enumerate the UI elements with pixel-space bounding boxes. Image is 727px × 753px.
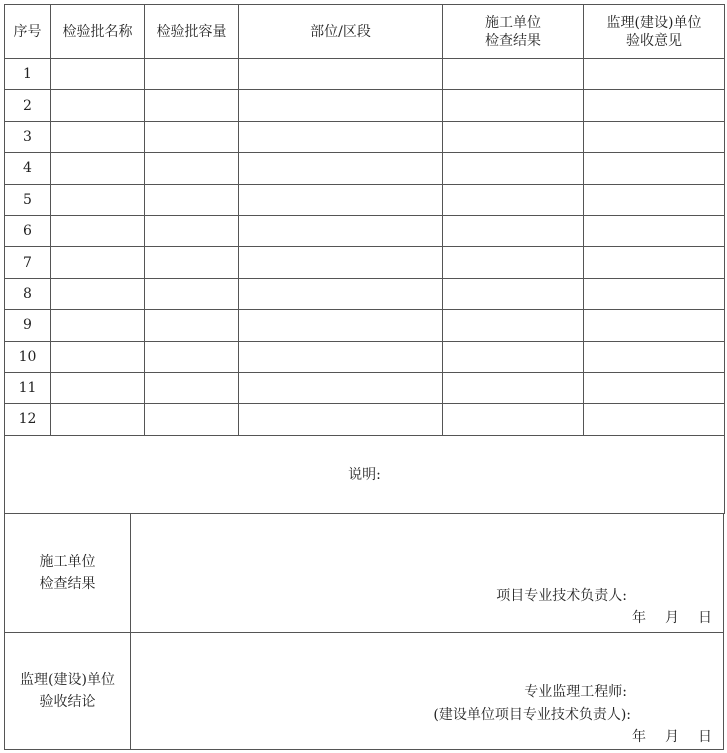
batch-name-cell[interactable]	[51, 184, 145, 215]
contractor-result-cell[interactable]	[443, 153, 584, 184]
contractor-result-cell[interactable]	[443, 90, 584, 121]
header-batch-capacity: 检验批容量	[145, 5, 239, 59]
supervisor-date-year: 年	[632, 729, 647, 745]
header-contractor-result	[443, 5, 584, 59]
seq-cell: 12	[5, 404, 51, 435]
contractor-result-cell[interactable]	[443, 59, 584, 90]
contractor-result-cell[interactable]	[443, 341, 584, 372]
location-cell[interactable]	[239, 153, 443, 184]
table-header-row	[5, 5, 725, 59]
location-cell[interactable]	[239, 278, 443, 309]
supervisor-opinion-cell[interactable]	[584, 153, 725, 184]
location-cell[interactable]	[239, 59, 443, 90]
contractor-date-month: 月	[665, 610, 680, 626]
supervisor-opinion-cell[interactable]	[584, 59, 725, 90]
contractor-result-cell[interactable]	[443, 310, 584, 341]
location-cell[interactable]	[239, 215, 443, 246]
supervisor-date	[614, 726, 713, 746]
table-row	[5, 404, 725, 435]
table-row	[5, 153, 725, 184]
header-contractor-result-line1: 施工单位	[485, 14, 541, 31]
supervisor-section	[4, 632, 724, 750]
header-supervisor-opinion-line1: 监理(建设)单位	[606, 14, 702, 31]
contractor-section-label	[5, 514, 131, 632]
batch-name-cell[interactable]	[51, 404, 145, 435]
seq-cell: 7	[5, 247, 51, 278]
supervisor-section-label	[5, 632, 131, 749]
location-cell[interactable]	[239, 247, 443, 278]
batch-name-cell[interactable]	[51, 90, 145, 121]
seq-cell: 9	[5, 310, 51, 341]
location-cell[interactable]	[239, 404, 443, 435]
table-row	[5, 215, 725, 246]
batch-capacity-cell[interactable]	[145, 372, 239, 403]
batch-name-cell[interactable]	[51, 153, 145, 184]
contractor-result-cell[interactable]	[443, 184, 584, 215]
contractor-signer: 项目专业技术负责人:	[496, 588, 627, 604]
header-location: 部位/区段	[239, 5, 443, 59]
batch-capacity-cell[interactable]	[145, 247, 239, 278]
supervisor-opinion-cell[interactable]	[584, 278, 725, 309]
batch-capacity-cell[interactable]	[145, 215, 239, 246]
contractor-date-day: 日	[698, 610, 713, 626]
seq-cell: 3	[5, 121, 51, 152]
seq-cell: 1	[5, 59, 51, 90]
header-seq: 序号	[5, 5, 51, 59]
contractor-section	[4, 514, 724, 633]
batch-capacity-cell[interactable]	[145, 341, 239, 372]
batch-capacity-cell[interactable]	[145, 310, 239, 341]
table-row	[5, 59, 725, 90]
batch-name-cell[interactable]	[51, 341, 145, 372]
contractor-result-cell[interactable]	[443, 215, 584, 246]
note-label: 说明:	[348, 467, 381, 484]
seq-cell: 10	[5, 341, 51, 372]
note-cell[interactable]	[5, 435, 725, 513]
supervisor-date-day: 日	[698, 729, 713, 745]
contractor-result-cell[interactable]	[443, 404, 584, 435]
table-row	[5, 90, 725, 121]
supervisor-signer-line1: 专业监理工程师:	[524, 684, 627, 700]
batch-name-cell[interactable]	[51, 310, 145, 341]
contractor-date	[614, 607, 713, 627]
contractor-date-year: 年	[632, 610, 647, 626]
header-supervisor-opinion	[584, 5, 725, 59]
inspection-batch-table	[4, 4, 725, 514]
batch-capacity-cell[interactable]	[145, 153, 239, 184]
supervisor-opinion-cell[interactable]	[584, 90, 725, 121]
header-batch-name: 检验批名称	[51, 5, 145, 59]
table-row	[5, 372, 725, 403]
contractor-result-cell[interactable]	[443, 372, 584, 403]
batch-capacity-cell[interactable]	[145, 278, 239, 309]
seq-cell: 4	[5, 153, 51, 184]
batch-capacity-cell[interactable]	[145, 184, 239, 215]
supervisor-label-line2: 验收结论	[39, 693, 96, 710]
batch-name-cell[interactable]	[51, 372, 145, 403]
contractor-label-line1: 施工单位	[39, 554, 96, 570]
header-contractor-result-line2: 检查结果	[485, 32, 541, 49]
table-row	[5, 341, 725, 372]
location-cell[interactable]	[239, 341, 443, 372]
supervisor-label-line1: 监理(建设)单位	[20, 671, 115, 688]
supervisor-opinion-cell[interactable]	[584, 121, 725, 152]
seq-cell: 8	[5, 278, 51, 309]
supervisor-opinion-cell[interactable]	[584, 184, 725, 215]
location-cell[interactable]	[239, 310, 443, 341]
table-row	[5, 184, 725, 215]
supervisor-opinion-cell[interactable]	[584, 372, 725, 403]
seq-cell: 6	[5, 215, 51, 246]
batch-capacity-cell[interactable]	[145, 90, 239, 121]
seq-cell: 11	[5, 372, 51, 403]
batch-capacity-cell[interactable]	[145, 121, 239, 152]
seq-cell: 2	[5, 90, 51, 121]
batch-name-cell[interactable]	[51, 59, 145, 90]
supervisor-opinion-cell[interactable]	[584, 247, 725, 278]
supervisor-opinion-cell[interactable]	[584, 310, 725, 341]
supervisor-opinion-cell[interactable]	[584, 341, 725, 372]
batch-capacity-cell[interactable]	[145, 404, 239, 435]
note-row	[5, 435, 725, 513]
batch-capacity-cell[interactable]	[145, 59, 239, 90]
contractor-result-cell[interactable]	[443, 278, 584, 309]
supervisor-signer-line2: (建设单位项目专业技术负责人):	[433, 707, 631, 723]
location-cell[interactable]	[239, 372, 443, 403]
table-row	[5, 310, 725, 341]
location-cell[interactable]	[239, 184, 443, 215]
seq-cell: 5	[5, 184, 51, 215]
contractor-result-cell[interactable]	[443, 247, 584, 278]
table-row	[5, 278, 725, 309]
batch-name-cell[interactable]	[51, 247, 145, 278]
header-supervisor-opinion-line2: 验收意见	[626, 32, 682, 49]
table-row	[5, 121, 725, 152]
supervisor-date-month: 月	[665, 729, 680, 745]
table-row	[5, 247, 725, 278]
location-cell[interactable]	[239, 90, 443, 121]
supervisor-opinion-cell[interactable]	[584, 404, 725, 435]
location-cell[interactable]	[239, 121, 443, 152]
contractor-result-cell[interactable]	[443, 121, 584, 152]
batch-name-cell[interactable]	[51, 121, 145, 152]
supervisor-opinion-cell[interactable]	[584, 215, 725, 246]
batch-name-cell[interactable]	[51, 215, 145, 246]
contractor-label-line2: 检查结果	[39, 576, 96, 592]
batch-name-cell[interactable]	[51, 278, 145, 309]
